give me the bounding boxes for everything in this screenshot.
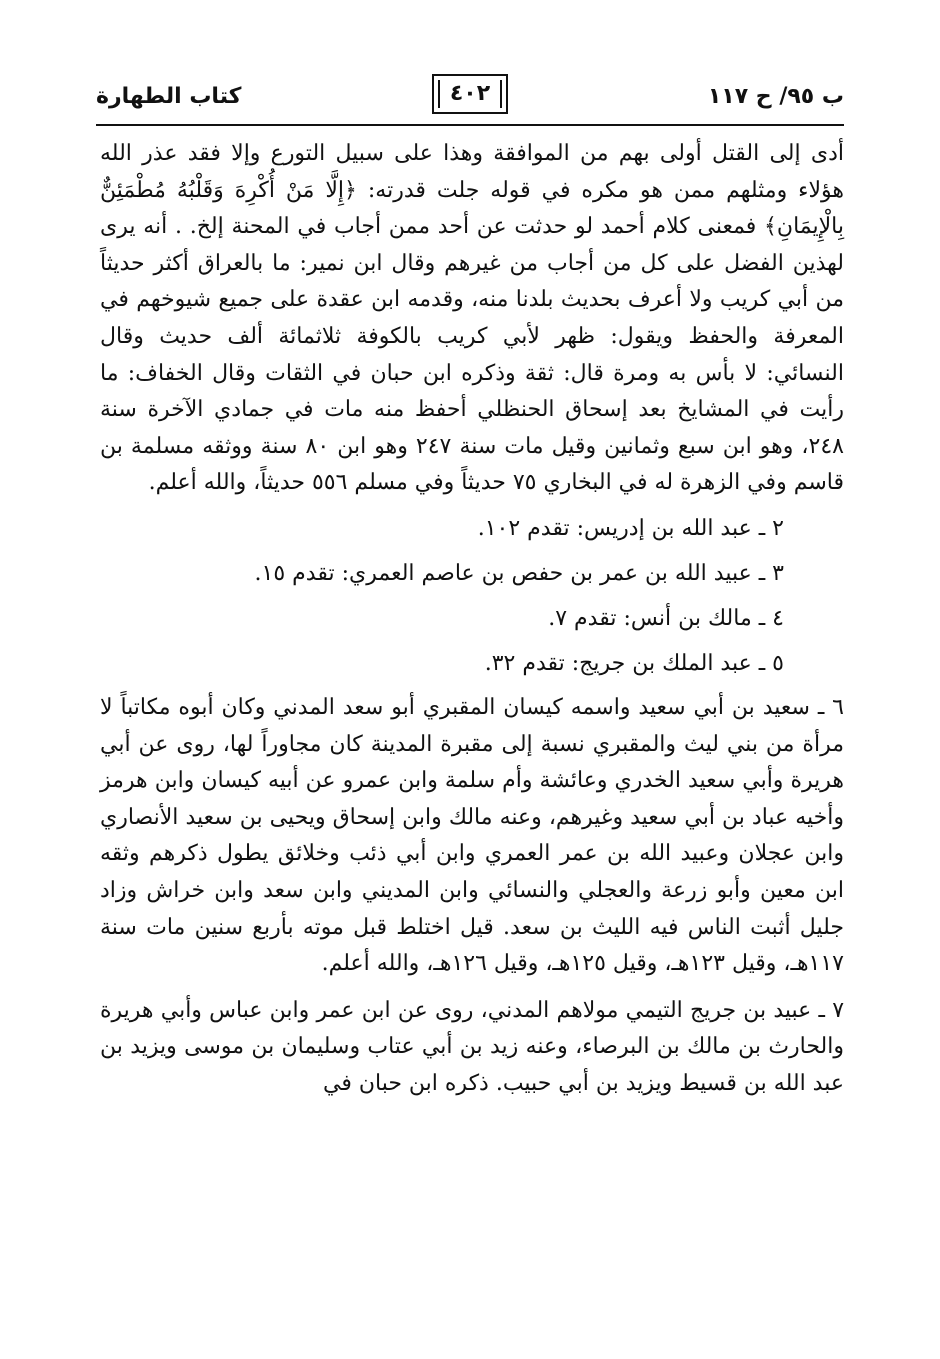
entry-3: ٣ ـ عبيد الله بن عمر بن حفص بن عاصم العمري: تقدم ١٥.: [254, 560, 784, 586]
page-body: [100, 136, 844, 1102]
entry-5: ٥ ـ عبد الملك بن جريج: تقدم ٣٢.: [484, 650, 784, 676]
entry-6: ٦ ـ سعيد بن أبي سعيد واسمه كيسان المقبري أبو سعد المدني وكان أبوه مكاتباً لا مرأة من بني ليث والمقبري نسبة إلى مقبرة المدينة كان مجاوراً لها، روى عن أبي هريرة وأبي سعيد الخدري وعائشة وأم سلمة وابن عمرو عن أبيه كيسان وابن هرمز وأخيه عباد بن أبي سعيد وغيرهم، وعنه مالك وابن إسحاق ويحيى بن سعيد الأنصاري وابن عجلان وعبيد الله بن عمر العمري وابن أبي ذئب وخلائق يطول ذكرهم وثقه ابن معين وأبو زرعة والعجلي والنسائي وابن المديني وابن سعد وابن خراش وزاد جليل أثبت الناس فيه الليث بن سعد. قيل اختلط قبل موته بأربع سنين مات سنة ١١٧هـ، وقيل ١٢٣هـ، وقيل ١٢٥هـ، وقيل ١٢٦هـ، والله أعلم.: [100, 694, 844, 977]
page-header: [96, 74, 844, 122]
book-title-header: كتاب الطهارة: [96, 84, 242, 109]
entry-4: ٤ ـ مالك بن أنس: تقدم ٧.: [548, 605, 784, 631]
page-number-box: ٤٠٢: [432, 74, 508, 114]
paragraph-1: أدى إلى القتل أولى بهم من الموافقة وهذا على سبيل التورع وإلا فقد عذر الله هؤلاء ومثلهم ممن هو مكره في قوله جلت قدرته: ﴿إِلَّا مَنْ أُكْرِهَ وَقَلْبُهُ مُطْمَئِنٌّ بِالْإِيمَانِ﴾ فمعنى كلام أحمد لو حدثت عن أحد ممن أجاب في المحنة إلخ. . أنه يرى لهذين الفضل على كل من أجاب من غيرهم وقال ابن نمير: ما بالعراق أكثر حديثاً من أبي كريب ولا أعرف بحديث بلدنا منه، وقدمه ابن عقدة على جميع شيوخهم في المعرفة والحفظ ويقول: ظهر لأبي كريب بالكوفة ثلاثمائة ألف حديث وقال النسائي: لا بأس به ومرة قال: ثقة وذكره ابن حبان في الثقات وقال الخفاف: ما رأيت في المشايخ بعد إسحاق الحنظلي أحفظ منه مات في جمادي الآخرة سنة ٢٤٨، وهو ابن سبع وثمانين وقيل مات سنة ٢٤٧ وهو ابن ٨٠ سنة ووثقه مسلمة بن قاسم وفي الزهرة له في البخاري ٧٥ حديثاً وفي مسلم ٥٥٦ حديثاً، والله أعلم.: [100, 141, 844, 496]
reference-header: ب ٩٥/ ح ١١٧: [707, 84, 844, 109]
entry-2: ٢ ـ عبد الله بن إدريس: تقدم ١٠٢.: [477, 515, 784, 541]
entry-7: ٧ ـ عبيد بن جريج التيمي مولاهم المدني، روى عن ابن عمر وابن عباس وأبي هريرة والحارث بن مالك بن البرصاء، وعنه زيد بن أبي عتاب وسليمان بن موسى ويزيد بن عبد الله بن قسيط ويزيد بن أبي حبيب. ذكره ابن حبان في: [100, 997, 845, 1096]
header-divider: [96, 124, 844, 126]
